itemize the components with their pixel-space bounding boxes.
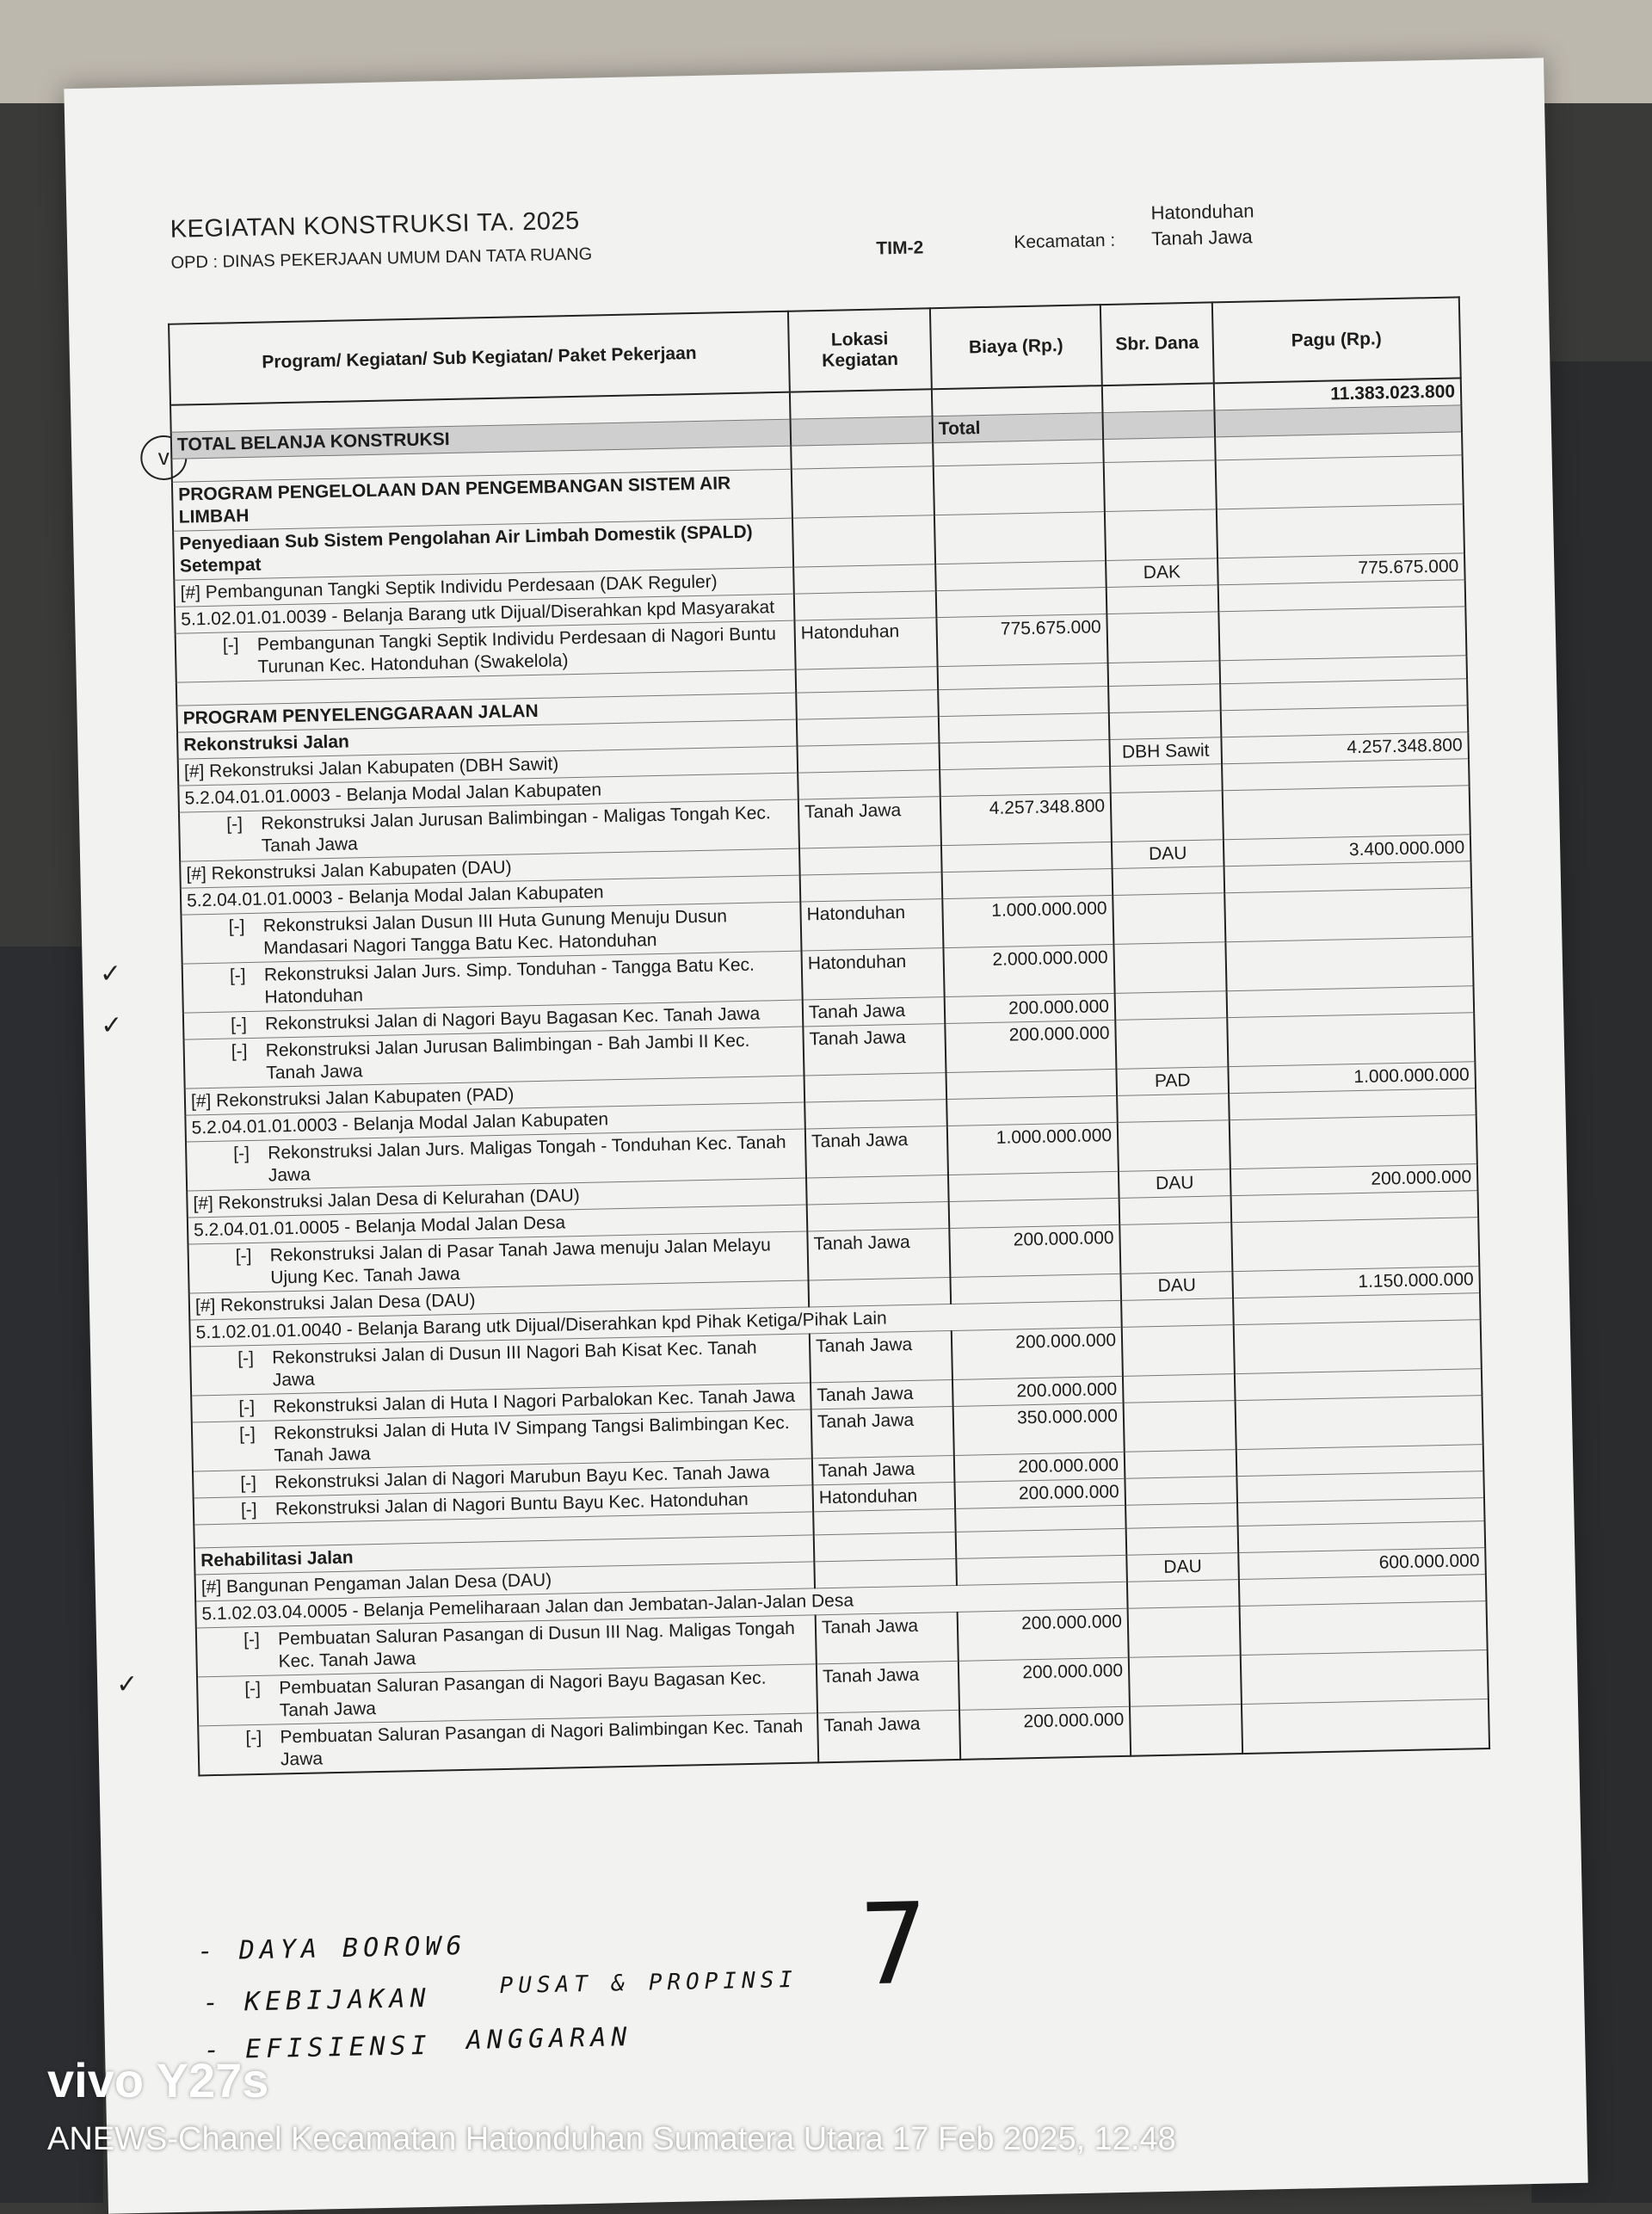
lokasi-value: Tanah Jawa — [811, 1379, 953, 1409]
lokasi-value: Tanah Jawa — [810, 1330, 952, 1382]
paket-name: Rekonstruksi Jalan di Nagori Bayu Bagasan Kec. Tanah Jawa — [264, 1003, 761, 1034]
paket-name: Rekonstruksi Jalan Jurusan Balimbingan - Maligas Tongah Kec. Tanah Jawa — [261, 803, 771, 856]
kegiatan-title: Penyediaan Sub Sistem Pengolahan Air Limbah Domestik (SPALD) Setempat — [173, 518, 793, 580]
camera-watermark-caption: ANEWS-Chanel Kecamatan Hatonduhan Sumatera Utara 17 Feb 2025, 12.48 — [47, 2121, 1176, 2157]
pagu-value: 1.150.000.000 — [1232, 1267, 1480, 1298]
paket-name: Rekonstruksi Jalan Dusun III Huta Gunung Menuju Dusun Mandasari Nagori Tangga Batu Kec. Hatonduhan — [262, 906, 728, 959]
sub-kegiatan: [#] Rekonstruksi Jalan Kabupaten (DAU) — [180, 848, 799, 888]
biaya-value: 200.000.000 — [949, 1224, 1120, 1277]
tim-label: TIM-2 — [876, 237, 924, 259]
kegiatan-title: Rehabilitasi Jalan — [194, 1535, 814, 1575]
sub-kegiatan: [#] Rekonstruksi Jalan Kabupaten (PAD) — [185, 1076, 804, 1115]
lokasi-value: Hatonduhan — [801, 948, 944, 1000]
biaya-value: 200.000.000 — [959, 1706, 1131, 1760]
document-header — [170, 188, 1513, 311]
paket-marker: [-] — [244, 1678, 262, 1699]
paket-name: Rekonstruksi Jalan di Huta IV Simpang Tangsi Balimbingan Kec. Tanah Jawa — [273, 1412, 790, 1466]
paket-marker: [-] — [235, 1246, 252, 1267]
lokasi-value: Tanah Jawa — [798, 797, 941, 848]
paket-marker: [-] — [243, 1629, 261, 1650]
paket-name: Pembangunan Tangki Septik Individu Perdesaan di Nagori Buntu Turunan Kec. Hatonduhan (Swakelola) — [256, 624, 777, 677]
header-program: Program/ Kegiatan/ Sub Kegiatan/ Paket Pekerjaan — [169, 311, 790, 405]
biaya-value: 200.000.000 — [945, 1020, 1116, 1072]
sumber-dana: DBH Sawit — [1109, 737, 1222, 767]
handwritten-note-3: - EFISIENSI — [203, 2030, 433, 2066]
paket-name: Pembuatan Saluran Pasangan di Nagori Bayu Bagasan Kec. Tanah Jawa — [279, 1668, 767, 1721]
paket-name: Rekonstruksi Jalan di Nagori Buntu Bayu Kec. Hatonduhan — [274, 1489, 749, 1520]
check-mark: ✓ — [115, 1668, 139, 1700]
paket-marker: [-] — [245, 1727, 262, 1748]
pagu-value: 3.400.000.000 — [1224, 835, 1471, 866]
lokasi-value: Hatonduhan — [812, 1482, 955, 1511]
header-sbr-dana: Sbr. Dana — [1100, 302, 1214, 385]
program-title: PROGRAM PENYELENGGARAAN JALAN — [176, 693, 796, 732]
document-sheet — [64, 58, 1587, 2213]
circled-check-mark: v — [140, 435, 188, 480]
camera-watermark-model: vivo Y27s — [47, 2053, 269, 2107]
budget-table-container — [168, 296, 1489, 1776]
lokasi-value: Tanah Jawa — [805, 1126, 948, 1178]
sumber-dana: DAU — [1119, 1169, 1231, 1199]
sub-kegiatan: [#] Rekonstruksi Jalan Desa di Kelurahan (DAU) — [187, 1178, 806, 1218]
sumber-dana: PAD — [1116, 1067, 1229, 1096]
handwritten-note-2b: PUSAT & PROPINSI — [499, 1966, 798, 2000]
rekening-code: 5.2.04.01.01.0003 - Belanja Modal Jalan Kabupaten — [185, 1102, 804, 1142]
paket-marker: [-] — [240, 1472, 257, 1494]
paket-name: Rekonstruksi Jalan di Pasar Tanah Jawa menuju Jalan Melayu Ujung Kec. Tanah Jawa — [269, 1235, 771, 1288]
paket-name: Rekonstruksi Jalan Jurusan Balimbingan - Bah Jambi II Kec. Tanah Jawa — [265, 1030, 750, 1083]
paket-name: Pembuatan Saluran Pasangan di Dusun III Nag. Maligas Tongah Kec. Tanah Jawa — [277, 1618, 796, 1672]
sub-kegiatan: [#] Rekonstruksi Jalan Desa (DAU) — [189, 1280, 809, 1320]
paket-marker: [-] — [222, 635, 239, 656]
total-col-label: Total — [933, 413, 1104, 443]
paket-name: Rekonstruksi Jalan Jurs. Simp. Tonduhan - Tangga Batu Kec. Hatonduhan — [263, 954, 755, 1008]
biaya-value: 200.000.000 — [945, 993, 1116, 1023]
sumber-dana: DAK — [1106, 558, 1218, 588]
biaya-value: 200.000.000 — [959, 1657, 1130, 1710]
paket-marker: [-] — [238, 1397, 256, 1418]
budget-table — [168, 296, 1490, 1776]
grand-total-value: 11.383.023.800 — [1214, 378, 1462, 410]
document-title: KEGIATAN KONSTRUKSI TA. 2025 — [170, 207, 581, 244]
rekening-code: 5.1.02.03.04.0005 - Belanja Pemeliharaan Jalan dan Jembatan-Jalan-Jalan Desa — [195, 1582, 1127, 1628]
lokasi-value: Tanah Jawa — [816, 1612, 959, 1663]
sumber-dana: DAU — [1126, 1553, 1239, 1582]
header-pagu: Pagu (Rp.) — [1212, 297, 1461, 383]
lokasi-value: Tanah Jawa — [812, 1455, 955, 1484]
paket-marker: [-] — [233, 1144, 250, 1164]
handwritten-note-3b: ANGGARAN — [465, 2021, 632, 2056]
handwritten-arrow: 7 — [859, 1878, 929, 2011]
lokasi-value: Tanah Jawa — [807, 1229, 950, 1280]
pagu-value: 200.000.000 — [1230, 1164, 1478, 1196]
handwritten-note-2: - KEBIJAKAN — [202, 1983, 431, 2019]
biaya-value: 2.000.000.000 — [943, 944, 1114, 996]
lokasi-value: Hatonduhan — [800, 899, 943, 951]
biaya-value: 200.000.000 — [952, 1327, 1123, 1379]
lokasi-value: Tanah Jawa — [803, 1024, 946, 1076]
opd-line: OPD : DINAS PEKERJAAN UMUM DAN TATA RUANG — [170, 244, 593, 273]
rekening-code: 5.1.02.01.01.0039 - Belanja Barang utk Dijual/Diserahkan kpd Masyarakat — [175, 594, 794, 633]
sub-kegiatan: [#] Rekonstruksi Jalan Kabupaten (DBH Sawit) — [178, 746, 798, 786]
lokasi-value: Hatonduhan — [794, 618, 937, 669]
biaya-value: 200.000.000 — [958, 1608, 1129, 1661]
pagu-value: 775.675.000 — [1217, 553, 1465, 585]
rekening-code: 5.2.04.01.01.0003 - Belanja Modal Jalan Kabupaten — [181, 875, 800, 915]
paket-name: Rekonstruksi Jalan di Huta I Nagori Parbalokan Kec. Tanah Jawa — [273, 1385, 796, 1417]
biaya-value: 200.000.000 — [954, 1452, 1125, 1482]
pagu-value: 4.257.348.800 — [1221, 732, 1469, 764]
biaya-value: 200.000.000 — [954, 1478, 1125, 1508]
rekening-code: 5.2.04.01.01.0003 - Belanja Modal Jalan Kabupaten — [178, 773, 798, 812]
paket-marker: [-] — [230, 1014, 248, 1035]
paket-marker: [-] — [238, 1423, 256, 1445]
sub-kegiatan: [#] Bangunan Pengaman Jalan Desa (DAU) — [195, 1562, 815, 1601]
biaya-value: 1.000.000.000 — [947, 1122, 1119, 1175]
paket-name: Pembuatan Saluran Pasangan di Nagori Balimbingan Kec. Tanah Jawa — [280, 1716, 804, 1770]
paket-marker: [-] — [228, 916, 245, 937]
paket-name: Rekonstruksi Jalan di Dusun III Nagori Bah Kisat Kec. Tanah Jawa — [272, 1337, 757, 1391]
handwritten-note-1: - DAYA BOROW6 — [197, 1930, 467, 1967]
pagu-value: 600.000.000 — [1238, 1548, 1486, 1580]
lokasi-value: Tanah Jawa — [817, 1710, 960, 1762]
paket-marker: [-] — [226, 814, 243, 835]
sumber-dana: DAU — [1112, 840, 1224, 869]
paket-marker: [-] — [229, 965, 246, 986]
lokasi-value: Tanah Jawa — [817, 1661, 959, 1712]
biaya-value: 775.675.000 — [936, 614, 1107, 667]
paket-marker: [-] — [240, 1499, 257, 1520]
kecamatan-value-1: Hatonduhan — [1150, 200, 1254, 224]
biaya-value: 1.000.000.000 — [942, 895, 1113, 947]
header-biaya: Biaya (Rp.) — [930, 305, 1102, 389]
check-mark: ✓ — [99, 959, 122, 990]
rekening-code: 5.2.04.01.01.0005 - Belanja Modal Jalan Desa — [188, 1205, 807, 1244]
header-lokasi: Lokasi Kegiatan — [788, 308, 932, 392]
paket-name: Rekonstruksi Jalan di Nagori Marubun Bayu Kec. Tanah Jawa — [274, 1462, 770, 1493]
lokasi-value: Tanah Jawa — [811, 1406, 954, 1458]
pagu-value: 1.000.000.000 — [1228, 1062, 1476, 1094]
sub-kegiatan: [#] Pembangunan Tangki Septik Individu Perdesaan (DAK Reguler) — [174, 567, 793, 607]
lokasi-value: Tanah Jawa — [803, 997, 946, 1027]
biaya-value: 350.000.000 — [953, 1403, 1125, 1455]
rekening-code: 5.1.02.01.01.0040 - Belanja Barang utk Dijual/Diserahkan kpd Pihak Ketiga/Pihak Lain — [189, 1300, 1121, 1347]
kecamatan-label: Kecamatan : — [1014, 230, 1116, 253]
kecamatan-value-2: Tanah Jawa — [1150, 225, 1253, 250]
check-mark: ✓ — [100, 1010, 123, 1041]
biaya-value: 4.257.348.800 — [940, 792, 1112, 845]
paket-marker: [-] — [231, 1041, 248, 1062]
total-label: TOTAL BELANJA KONSTRUKSI — [171, 419, 791, 459]
kegiatan-title: Rekonstruksi Jalan — [177, 719, 797, 759]
sumber-dana: DAU — [1120, 1272, 1233, 1301]
kecamatan-values — [1150, 198, 1254, 251]
paket-marker: [-] — [237, 1348, 255, 1369]
biaya-value: 200.000.000 — [952, 1376, 1124, 1406]
program-title: PROGRAM PENGELOLAAN DAN PENGEMBANGAN SISTEM AIR LIMBAH — [172, 469, 792, 531]
paket-name: Rekonstruksi Jalan Jurs. Maligas Tongah - Tonduhan Kec. Tanah Jawa — [268, 1132, 786, 1186]
